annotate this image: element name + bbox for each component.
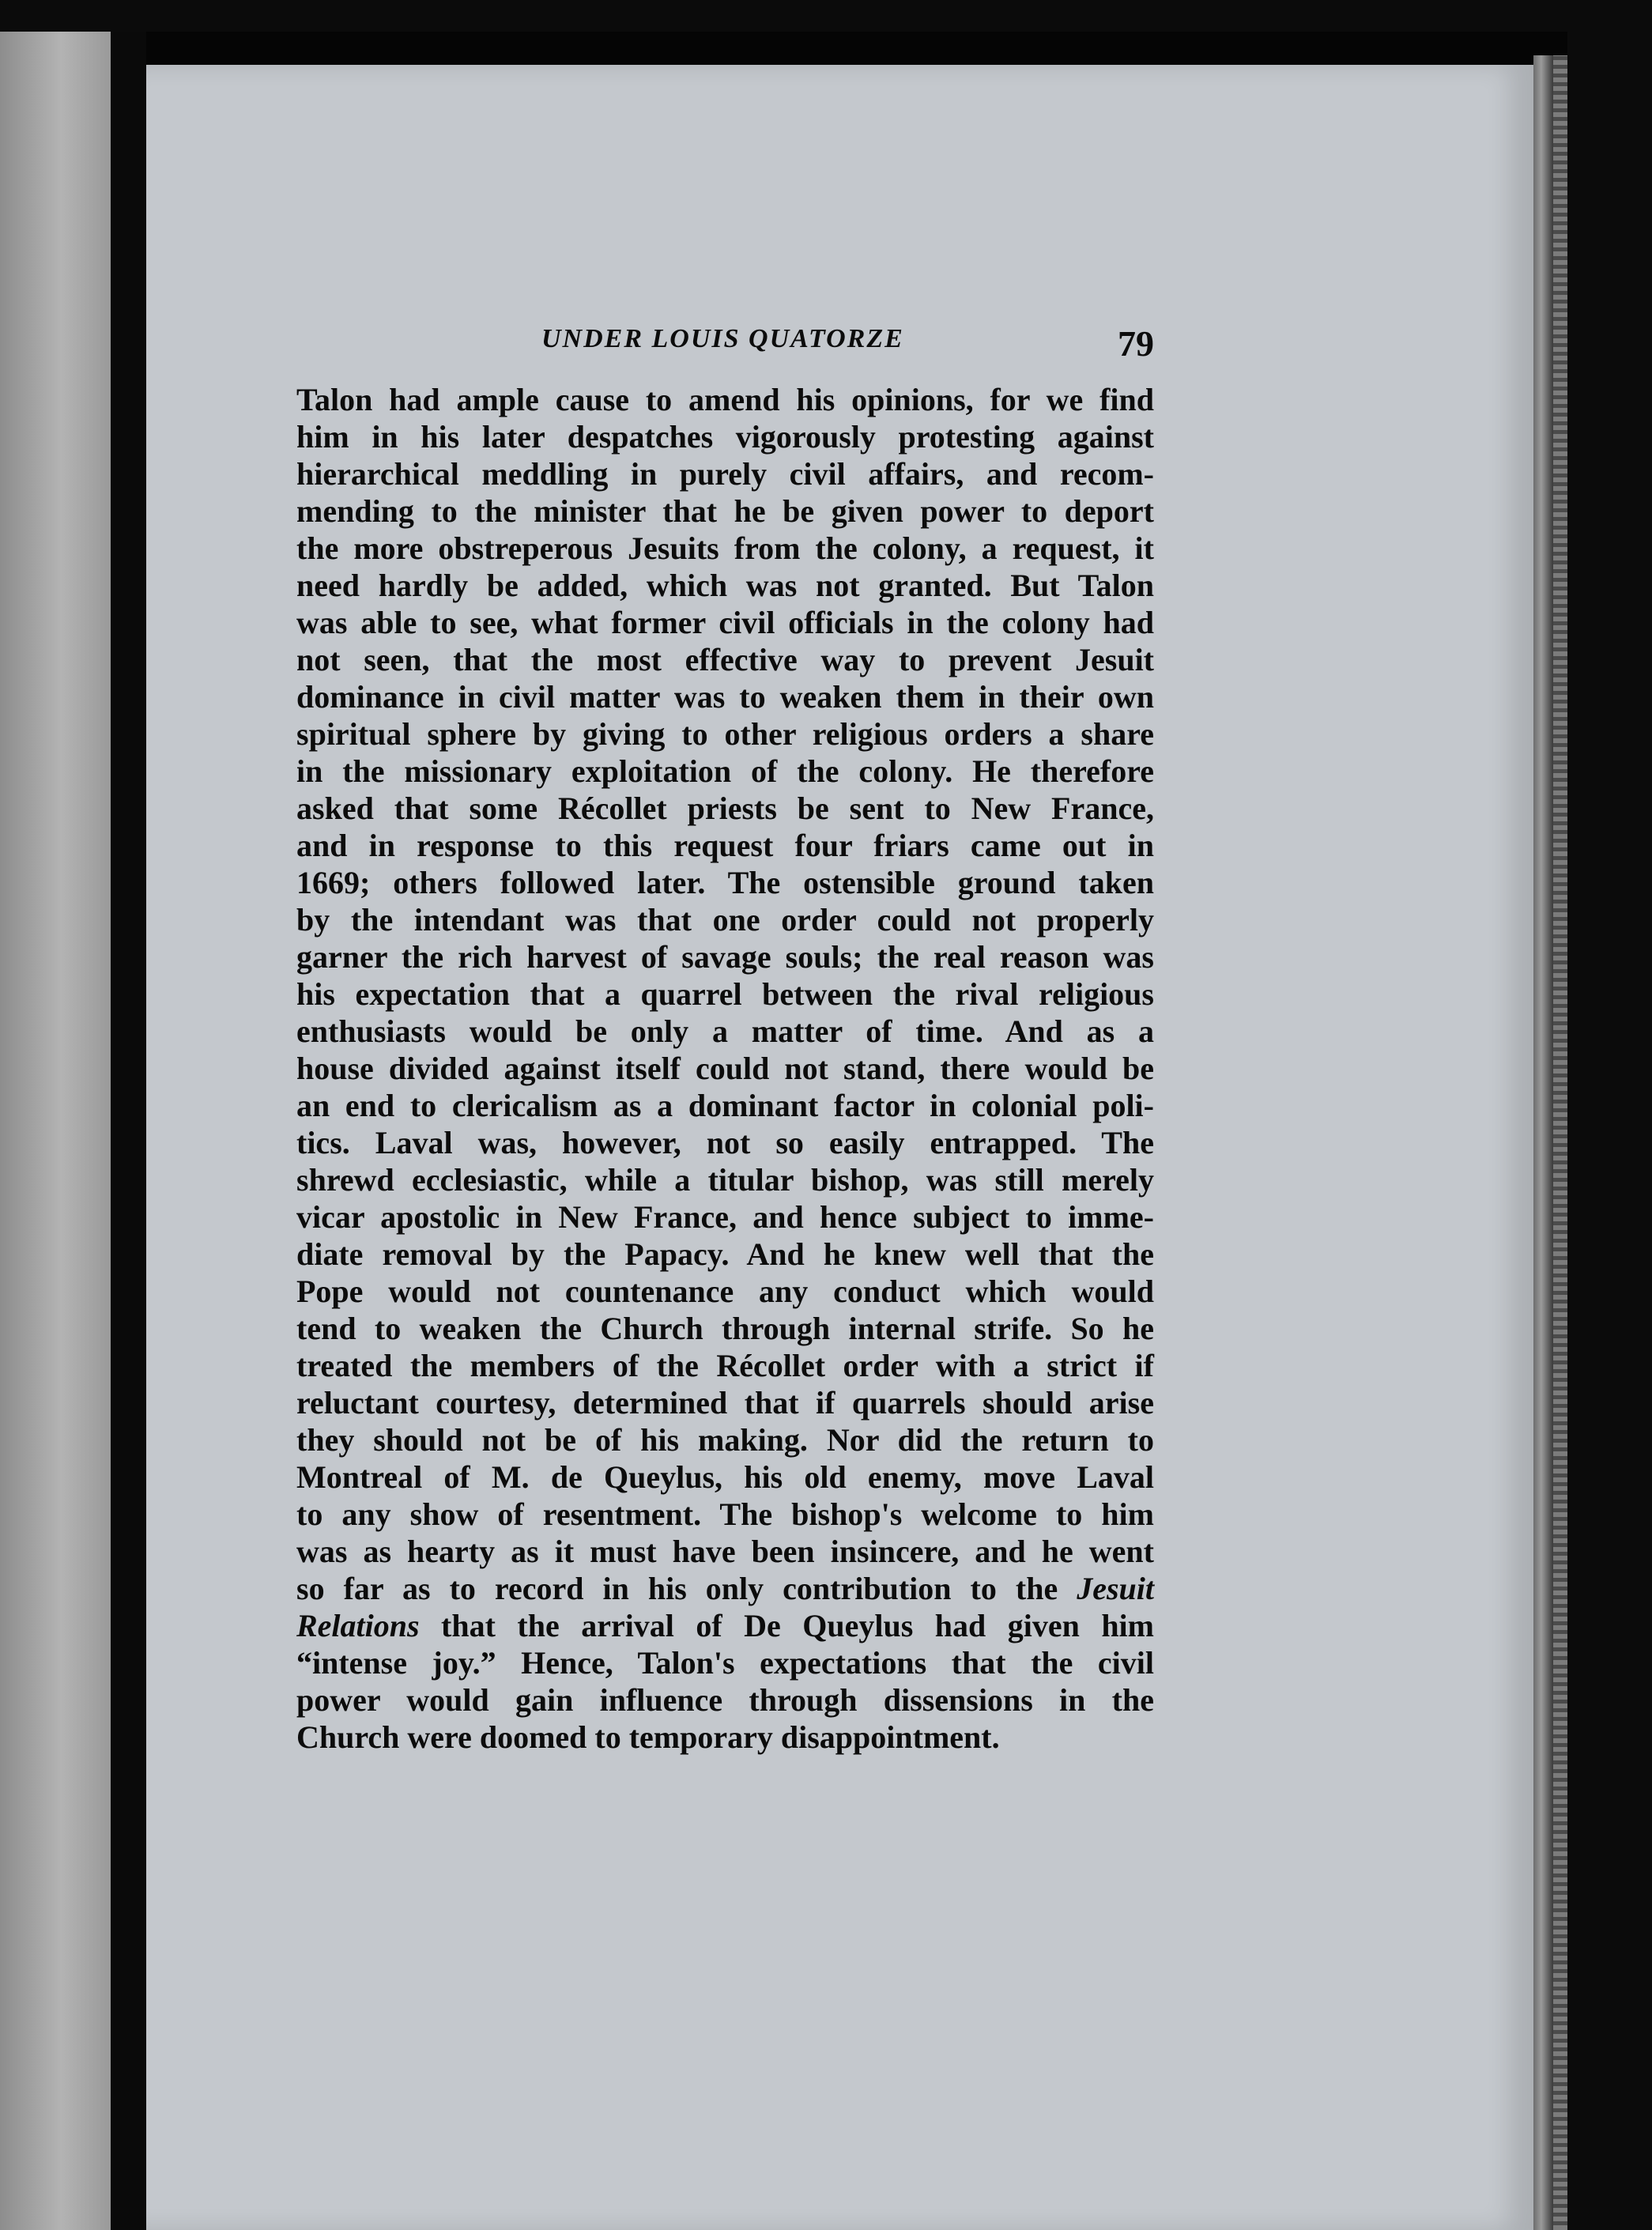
scan-right-border [1567, 0, 1652, 2230]
text-line: in the missionary exploitation of the colony. He therefore [296, 753, 1154, 789]
text-line: spiritual sphere by giving to other religious orders a share [296, 716, 1154, 752]
book-gutter [111, 32, 146, 2230]
text-line: “intense joy.” Hence, Talon's expectations that the civil [296, 1645, 1154, 1681]
body-text [296, 381, 1154, 1756]
text-line: garner the rich harvest of savage souls; the real reason was [296, 939, 1154, 975]
text-line: an end to clericalism as a dominant factor in colonial poli- [296, 1088, 1154, 1123]
text-line: Talon had ample cause to amend his opinions, for we find [296, 382, 1154, 417]
text-line: hierarchical meddling in purely civil affairs, and recom- [296, 456, 1154, 492]
text-line: tend to weaken the Church through internal strife. So he [296, 1311, 1154, 1346]
text-line: treated the members of the Récollet order with a strict if [296, 1348, 1154, 1383]
text-line: vicar apostolic in New France, and hence subject to imme- [296, 1199, 1154, 1235]
text-line: not seen, that the most effective way to prevent Jesuit [296, 642, 1154, 677]
page-deckle-edge [1553, 55, 1567, 2230]
text-line: was as hearty as it must have been insincere, and he went [296, 1534, 1154, 1569]
text-line: power would gain influence through dissensions in the [296, 1682, 1154, 1718]
text-line: diate removal by the Papacy. And he knew well that the [296, 1236, 1154, 1272]
text-line: shrewd ecclesiastic, while a titular bishop, was still merely [296, 1162, 1154, 1198]
text-line: they should not be of his making. Nor did the return to [296, 1422, 1154, 1458]
page-edge [1533, 55, 1553, 2230]
text-line: and in response to this request four friars came out in [296, 828, 1154, 863]
text-line: to any show of resentment. The bishop's welcome to him [296, 1496, 1154, 1532]
text-line: Pope would not countenance any conduct which would [296, 1273, 1154, 1309]
running-head [296, 316, 1154, 372]
text-line: 1669; others followed later. The ostensible ground taken [296, 865, 1154, 900]
text-line: him in his later despatches vigorously protesting against [296, 419, 1154, 455]
text-line: the more obstreperous Jesuits from the colony, a request, it [296, 530, 1154, 566]
scan-top-border [0, 0, 1652, 32]
text-block [296, 316, 1154, 1756]
text-line: by the intendant was that one order could not properly [296, 902, 1154, 938]
text-line: reluctant courtesy, determined that if quarrels should arise [296, 1385, 1154, 1421]
text-line: mending to the minister that he be given power to deport [296, 493, 1154, 529]
text-line: Relations that the arrival of De Queylus had given him [296, 1608, 1154, 1643]
text-line: was able to see, what former civil officials in the colony had [296, 605, 1154, 640]
text-line: so far as to record in his only contribution to the Jesuit [296, 1571, 1155, 1606]
running-head-title: UNDER LOUIS QUATORZE [541, 324, 904, 353]
text-line: tics. Laval was, however, not so easily entrapped. The [296, 1125, 1154, 1160]
page-number: 79 [1118, 323, 1154, 364]
text-line: enthusiasts would be only a matter of time. And as a [296, 1013, 1154, 1049]
previous-page-edge [0, 32, 111, 2230]
text-line: house divided against itself could not stand, there would be [296, 1051, 1154, 1086]
text-line: dominance in civil matter was to weaken them in their own [296, 679, 1154, 715]
text-line: Church were doomed to temporary disappointment. [296, 1719, 1000, 1755]
text-line: his expectation that a quarrel between the rival religious [296, 976, 1154, 1012]
text-line: need hardly be added, which was not granted. But Talon [296, 568, 1154, 603]
text-line: asked that some Récollet priests be sent to New France, [296, 790, 1154, 826]
text-line: Montreal of M. de Queylus, his old enemy, move Laval [296, 1459, 1154, 1495]
